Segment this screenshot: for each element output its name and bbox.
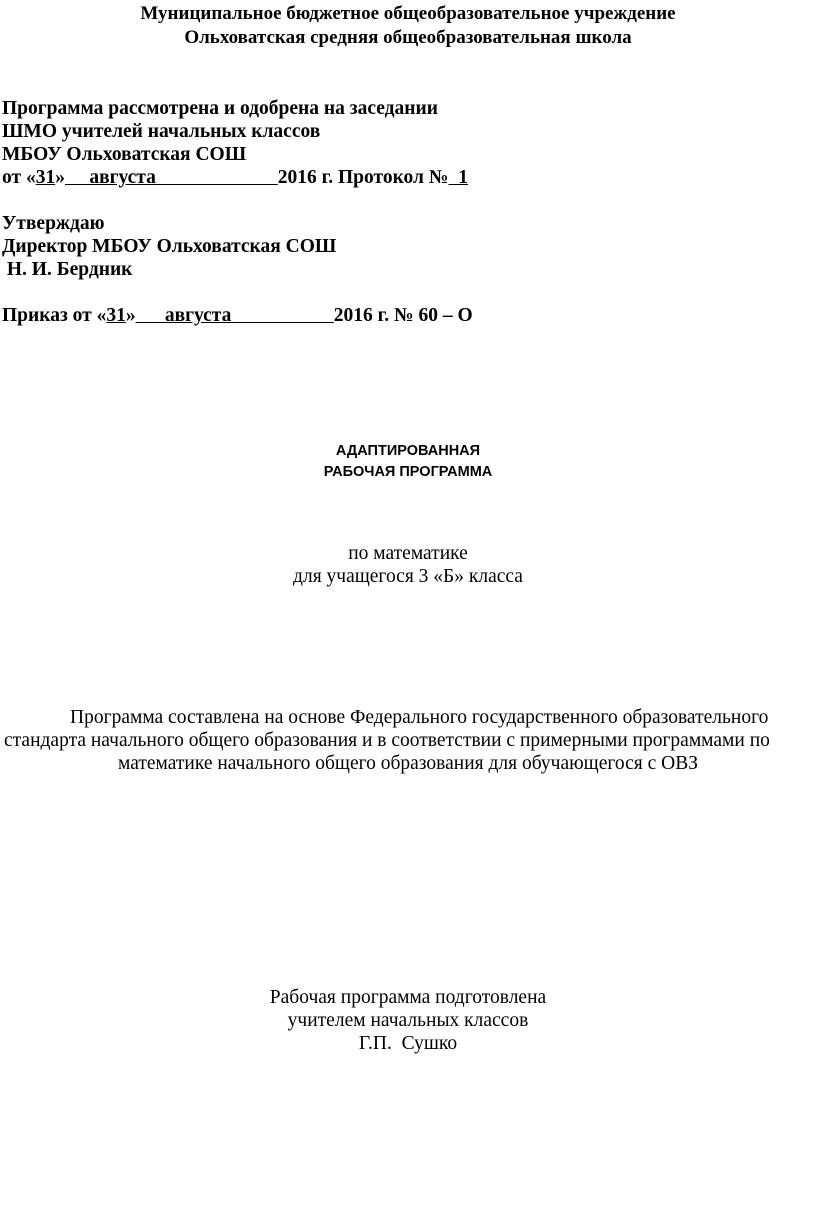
approval-line-3: МБОУ Ольховатская СОШ [2,144,247,165]
order-month: августа [135,305,334,326]
doc-title-line-2: РАБОЧАЯ ПРОГРАММА [323,464,493,480]
doc-title-line-1: АДАПТИРОВАННАЯ [335,443,481,459]
protocol-number: 1 [448,167,468,188]
subject-line-1: по математике [348,543,468,564]
author-line-1: Рабочая программа подготовлена [269,987,547,1008]
institution-name: Муниципальное бюджетное общеобразовательное учреждение [140,3,676,24]
director-name: Н. И. Бердник [2,259,133,280]
approval-line-1: Программа рассмотрена и одобрена на заседании [2,98,438,119]
approval-month: августа [64,167,278,188]
school-name: Ольховатская средняя общеобразовательная школа [184,27,632,48]
subject-line-2: для учащегося 3 «Б» класса [293,566,523,587]
director-position: Директор МБОУ Ольховатская СОШ [2,236,337,257]
approval-date-line [2,167,468,189]
approval-quote-close: » [55,167,65,188]
order-prefix: Приказ от « [2,305,107,326]
basis-line-3: математике начального общего образования для обучающегося с ОВЗ [118,753,698,774]
author-line-2: учителем начальных классов [287,1010,529,1031]
order-suffix: 2016 г. № 60 – О [333,305,473,326]
approval-date-prefix: от « [2,167,36,188]
approval-year: 2016 г. Протокол № [277,167,449,188]
basis-line-2: стандарта начального общего образования и в соответствии с примерными программами по [4,730,770,751]
approval-day: 31 [35,167,56,188]
order-line [2,305,473,327]
approval-line-2: ШМО учителей начальных классов [2,121,321,142]
order-day: 31 [106,305,126,326]
confirm-title: Утверждаю [2,213,105,234]
order-quote-close: » [125,305,136,326]
basis-line-1: Программа составлена на основе Федерального государственного образовательного [70,707,769,728]
author-name: Г.П. Сушко [358,1033,458,1054]
